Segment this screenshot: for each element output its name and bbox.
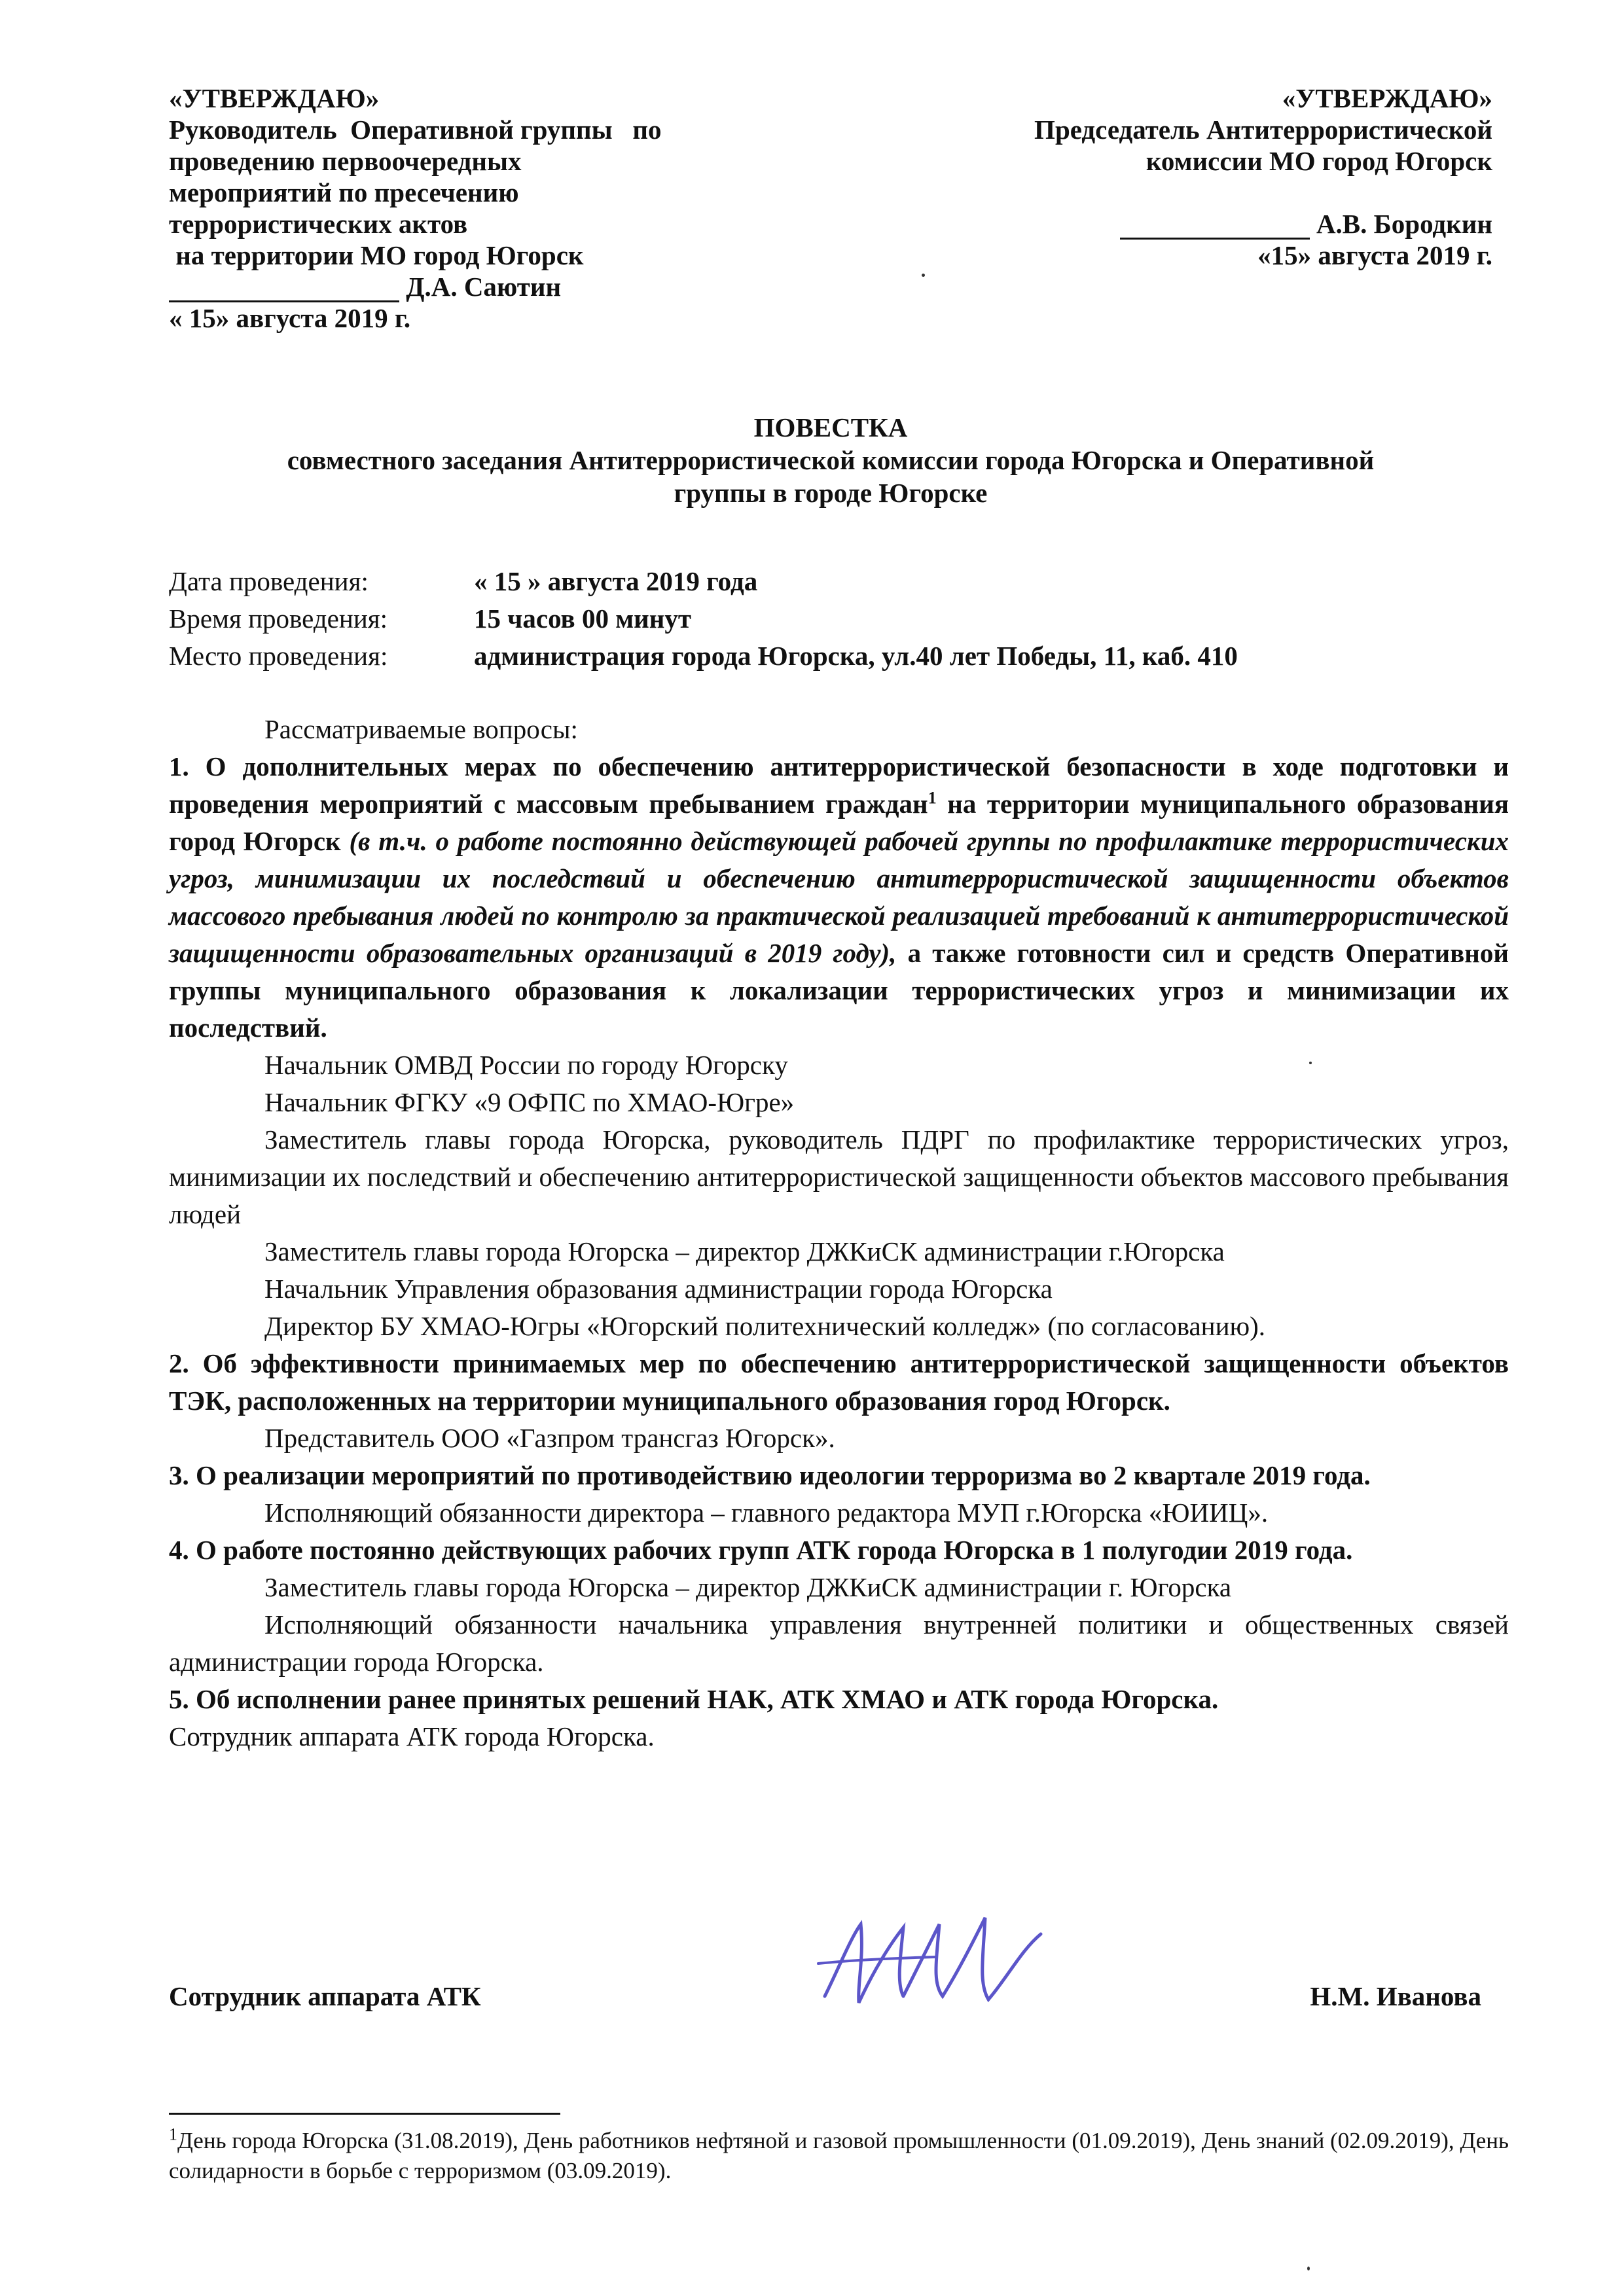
meeting-place-value: администрация города Югорска, ул.40 лет Победы, 11, каб. 410 <box>474 641 1238 671</box>
approval-left-line: Руководитель Оперативной группы по <box>169 115 662 145</box>
speaker: Директор БУ ХМАО-Югры «Югорский политехнический колледж» (по согласованию). <box>264 1311 1266 1341</box>
agenda-intro: Рассматриваемые вопросы: <box>264 714 578 744</box>
scan-speck <box>1309 1062 1312 1064</box>
agenda-item-2: 2. Об эффективности принимаемых мер по обеспечению антитеррористической защищенности объектов ТЭК, расположенных на территории муниципального образования город Югорск. <box>169 1348 1509 1416</box>
approval-left-signature-line <box>169 271 791 302</box>
speaker: Представитель ООО «Газпром трансгаз Югорск». <box>264 1423 835 1453</box>
footnote-text: День города Югорска (31.08.2019), День работников нефтяной и газовой промышленности (01.09.2019), День знаний (02.09.2019), День солидарности в борьбе с терроризмом (03.09.2019). <box>169 2128 1509 2183</box>
approval-heading-right: «УТВЕРЖДАЮ» <box>1282 83 1492 113</box>
approval-right-line: комиссии МО город Югорск <box>1146 146 1492 176</box>
speaker: Начальник ФГКУ «9 ОФПС по ХМАО-Югре» <box>264 1087 795 1117</box>
scan-speck <box>922 274 925 277</box>
agenda-item-4: 4. О работе постоянно действующих рабочих групп АТК города Югорска в 1 полугодии 2019 года. <box>169 1535 1353 1565</box>
meeting-date-label: Дата проведения: <box>169 566 369 596</box>
footnote <box>169 2126 1509 2186</box>
approval-left-line: проведению первоочередных <box>169 146 522 176</box>
approval-block-right <box>812 82 1492 271</box>
title-line-1: совместного заседания Антитеррористической комиссии города Югорска и Оперативной <box>287 445 1375 475</box>
meeting-details <box>169 563 1543 675</box>
approval-left-date: « 15» августа 2019 г. <box>169 303 411 333</box>
speaker: Начальник ОМВД России по городу Югорску <box>264 1050 788 1080</box>
approval-right-signature-line <box>812 208 1492 240</box>
approval-right-signer: А.В. Бородкин <box>1316 209 1492 239</box>
agenda-item-1 <box>169 748 1509 1047</box>
speaker: Сотрудник аппарата АТК города Югорска. <box>169 1721 655 1751</box>
meeting-date-row <box>169 563 1543 600</box>
footnote-ref: 1 <box>928 788 937 808</box>
footnote-mark: 1 <box>169 2125 177 2144</box>
signatory-position: Сотрудник аппарата АТК <box>169 1981 481 2011</box>
approval-left-signer: Д.А. Саютин <box>406 272 562 302</box>
footnote-separator <box>169 2113 560 2115</box>
speaker: Заместитель главы города Югорска – директор ДЖКиСК администрации г. Югорска <box>264 1572 1232 1602</box>
meeting-time-value: 15 часов 00 минут <box>474 603 692 634</box>
signatory-name: Н.М. Иванова <box>1310 1981 1481 2011</box>
speaker: Заместитель главы города Югорска, руководитель ПДРГ по профилактике террористических угроз, минимизации их последствий и обеспечению антитеррористической защищенности объектов массового пребывания людей <box>169 1124 1509 1229</box>
approval-right-line: Председатель Антитеррористической <box>1034 115 1492 145</box>
title-line-2: группы в городе Югорске <box>674 478 988 508</box>
title-main: ПОВЕСТКА <box>753 412 908 442</box>
speaker: Начальник Управления образования администрации города Югорска <box>264 1274 1053 1304</box>
item-1-text-c: а также готовности сил и средств Оперативной группы муниципального образования к локализации террористических угроз и минимизации их последствий. <box>169 938 1509 1043</box>
speaker: Заместитель главы города Югорска – директор ДЖКиСК администрации г.Югорска <box>264 1236 1225 1266</box>
meeting-place-label: Место проведения: <box>169 641 388 671</box>
approval-heading-left: «УТВЕРЖДАЮ» <box>169 83 380 113</box>
handwritten-signature <box>812 1898 1060 2022</box>
item-1-text-a: 1. О дополнительных мерах по обеспечению антитеррористической безопасности в ходе подготовки и проведения мероприятий с массовым пребыванием граждан <box>169 751 1509 819</box>
agenda-item-3: 3. О реализации мероприятий по противодействию идеологии терроризма во 2 квартале 2019 года. <box>169 1460 1371 1490</box>
item-1-italic: (в т.ч. о работе постоянно действующей рабочей группы по профилактике террористических угроз, минимизации их последствий и обеспечению антитеррористической защищенности объектов массового пребывания людей по контролю за практической реализацией требований к антитеррористической защищенности образовательных организаций в 2019 году), <box>169 826 1509 968</box>
approval-left-line: на территории МО город Югорск <box>169 240 584 270</box>
agenda-title <box>169 411 1492 509</box>
signature-blank <box>169 274 399 302</box>
signature-blank <box>1120 211 1310 240</box>
approval-block-left <box>169 82 791 334</box>
agenda-item-5: 5. Об исполнении ранее принятых решений НАК, АТК ХМАО и АТК города Югорска. <box>169 1684 1219 1714</box>
scan-speck <box>1307 2267 1310 2270</box>
approval-left-line: мероприятий по пресечению <box>169 177 519 207</box>
meeting-place-row <box>169 637 1543 675</box>
speaker: Исполняющий обязанности директора – главного редактора МУП г.Югорска «ЮИИЦ». <box>264 1498 1269 1528</box>
agenda-body <box>169 711 1509 1755</box>
meeting-time-label: Время проведения: <box>169 603 388 634</box>
approval-left-line: террористических актов <box>169 209 468 239</box>
meeting-time-row <box>169 600 1543 637</box>
approval-right-date: «15» августа 2019 г. <box>1257 240 1492 270</box>
speaker: Исполняющий обязанности начальника управления внутренней политики и общественных связей администрации города Югорска. <box>169 1609 1509 1677</box>
meeting-date-value: « 15 » августа 2019 года <box>474 566 758 596</box>
item-1-text-b: на территории муниципального образования город Югорск <box>169 789 1509 856</box>
